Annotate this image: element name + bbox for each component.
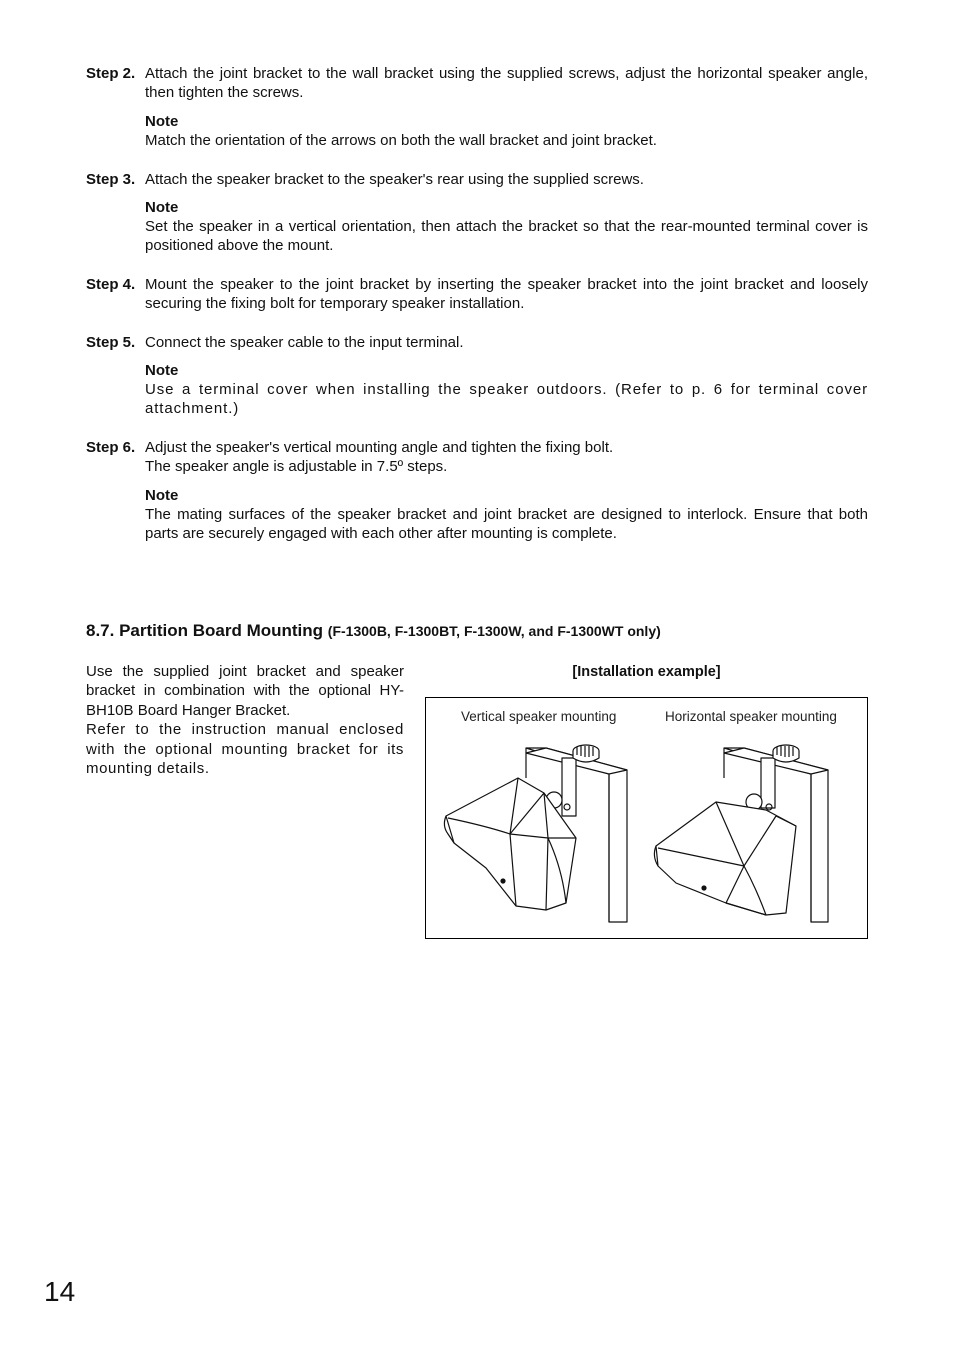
note-text: Set the speaker in a vertical orientation, then attach the bracket so that the rear-mounted terminal cover is positioned above the mount. bbox=[145, 218, 868, 254]
note-2 bbox=[145, 198, 868, 255]
step-text-line-2: The speaker angle is adjustable in 7.5º steps. bbox=[145, 458, 448, 475]
note-3 bbox=[145, 361, 868, 418]
step-5 bbox=[86, 333, 868, 352]
step-label: Step 2. bbox=[86, 65, 136, 82]
section-intro bbox=[86, 662, 404, 778]
step-2 bbox=[86, 64, 868, 102]
installation-illustration bbox=[426, 698, 867, 938]
note-text: The mating surfaces of the speaker bracket and joint bracket are designed to interlock. Ensure that both parts are securely engaged with each other after mounting is complete. bbox=[145, 506, 868, 542]
horizontal-mounting-drawing bbox=[654, 745, 828, 922]
figure-caption: [Installation example] bbox=[572, 664, 721, 680]
section-title: 8.7. Partition Board Mounting bbox=[86, 621, 324, 640]
step-text-line-1: Adjust the speaker's vertical mounting angle and tighten the fixing bolt. bbox=[145, 439, 614, 456]
horizontal-mounting-label: Horizontal speaker mounting bbox=[665, 709, 837, 724]
installation-figure bbox=[425, 697, 868, 939]
note-title: Note bbox=[145, 362, 179, 379]
vertical-mounting-label: Vertical speaker mounting bbox=[461, 709, 617, 724]
note-title: Note bbox=[145, 113, 179, 130]
step-text: Mount the speaker to the joint bracket by inserting the speaker bracket into the joint bracket and loosely securing the fixing bolt for temporary speaker installation. bbox=[145, 276, 868, 312]
page-number: 14 bbox=[44, 1276, 76, 1307]
step-text: Attach the speaker bracket to the speaker's rear using the supplied screws. bbox=[145, 171, 644, 188]
step-label: Step 4. bbox=[86, 276, 136, 293]
step-text: Connect the speaker cable to the input terminal. bbox=[145, 334, 464, 351]
note-text: Match the orientation of the arrows on both the wall bracket and joint bracket. bbox=[145, 132, 657, 149]
step-label: Step 3. bbox=[86, 171, 136, 188]
vertical-mounting-drawing bbox=[444, 745, 627, 922]
note-text: Use a terminal cover when installing the speaker outdoors. (Refer to p. 6 for terminal cover attachment.) bbox=[145, 381, 868, 417]
step-4 bbox=[86, 275, 868, 313]
step-label: Step 5. bbox=[86, 334, 136, 351]
step-text: Attach the joint bracket to the wall bracket using the supplied screws, adjust the horizontal speaker angle, then tighten the screws. bbox=[145, 65, 868, 101]
step-label: Step 6. bbox=[86, 439, 136, 456]
note-title: Note bbox=[145, 487, 179, 504]
step-6 bbox=[86, 438, 868, 476]
note-title: Note bbox=[145, 199, 179, 216]
note-4 bbox=[145, 486, 868, 543]
intro-paragraph-2: Refer to the instruction manual enclosed with the optional mounting bracket for its mounting details. bbox=[86, 721, 404, 778]
section-heading bbox=[86, 621, 661, 641]
step-3 bbox=[86, 170, 868, 189]
intro-paragraph-1: Use the supplied joint bracket and speaker bracket in combination with the optional HY-BH10B Board Hanger Bracket. bbox=[86, 663, 404, 719]
section-models: (F-1300B, F-1300BT, F-1300W, and F-1300WT only) bbox=[327, 623, 661, 639]
note-1 bbox=[145, 112, 868, 150]
